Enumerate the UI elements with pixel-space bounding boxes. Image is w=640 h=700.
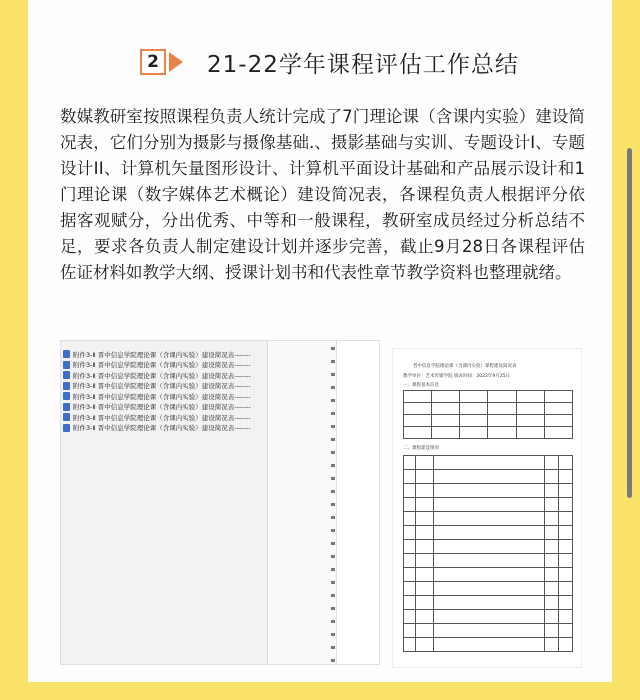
arrow-right-icon <box>169 52 183 72</box>
section-title: 21-22学年课程评估工作总结 <box>207 51 519 78</box>
file-name: 附件3-Ⅱ 晋中信息学院理论课（含课内实验）建设简况表------- <box>73 424 251 432</box>
doc-info-table <box>403 390 573 439</box>
word-file-icon <box>63 413 70 421</box>
word-file-icon <box>63 392 70 400</box>
summary-paragraph: 数媒教研室按照课程负责人统计完成了7门理论课（含课内实验）建设简况表，它们分别为摄影与摄像基础.、摄影基础与实训、专题设计Ⅰ、专题设计ⅠⅠ、计算机矢量图形设计、计算机平面设计基础和产品展示设计和1门理论课（数字媒体艺术概论）建设简况表，各课程负责人根据评分依据客观赋分，分出优秀、中等和一般课程，教研室成员经过分析总结不足，要求各负责人制定建设计划并逐步完善，截止9月28日各课程评估佐证材料如教学大纲、授课计划书和代表性章节教学资料也整理就绪。 <box>60 107 585 282</box>
file-list <box>63 349 263 433</box>
doc-construction-table <box>403 455 573 652</box>
word-file-icon <box>63 350 70 358</box>
file-name: 附件3-Ⅱ 晋中信息学院理论课（含课内实验）建设简况表------- <box>73 413 251 422</box>
list-item <box>63 349 263 359</box>
blank-pane <box>337 341 380 665</box>
file-name: 附件3-Ⅱ 晋中信息学院理论课（含课内实验）建设简况表------- <box>73 382 251 390</box>
word-file-icon <box>63 361 70 369</box>
list-item <box>63 360 263 370</box>
list-item <box>63 412 263 422</box>
doc-title: 晋中信息学院理论课（含课内实验）课程建设简况表 <box>413 364 517 369</box>
list-item <box>63 381 263 391</box>
word-file-icon <box>63 371 70 379</box>
doc-section-1: 一、课程基本信息 <box>403 383 439 388</box>
word-file-icon <box>63 403 70 411</box>
preview-pane-divider <box>267 341 337 665</box>
file-name: 附件3-Ⅱ 晋中信息学院理论课（含课内实验）建设简况表------- <box>73 392 251 401</box>
doc-section-2: 二、课程建设情况 <box>403 446 439 451</box>
word-file-icon <box>63 424 70 432</box>
list-item <box>63 423 263 433</box>
list-item <box>63 391 263 401</box>
doc-subtitle: 教学单位：艺术传媒学院 填表时间：2022年9月25日 <box>403 374 510 379</box>
document-preview <box>392 348 582 668</box>
file-name: 附件3-Ⅱ 晋中信息学院理论课（含课内实验）建设简况表------- <box>73 350 251 359</box>
section-heading <box>140 44 519 80</box>
scrollbar[interactable] <box>627 148 632 498</box>
file-list-screenshot <box>60 340 380 665</box>
list-item <box>63 370 263 380</box>
list-item <box>63 402 263 412</box>
vertical-text-strip <box>329 347 337 665</box>
file-name: 附件3-Ⅱ 晋中信息学院理论课（含课内实验）建设简况表------- <box>73 403 251 411</box>
file-name: 附件3-Ⅱ 晋中信息学院理论课（含课内实验）建设简况表------- <box>73 361 251 369</box>
section-number-badge: 2 <box>140 49 166 75</box>
word-file-icon <box>63 382 70 390</box>
file-name: 附件3-Ⅱ 晋中信息学院理论课（含课内实验）建设简况表------- <box>73 371 251 380</box>
